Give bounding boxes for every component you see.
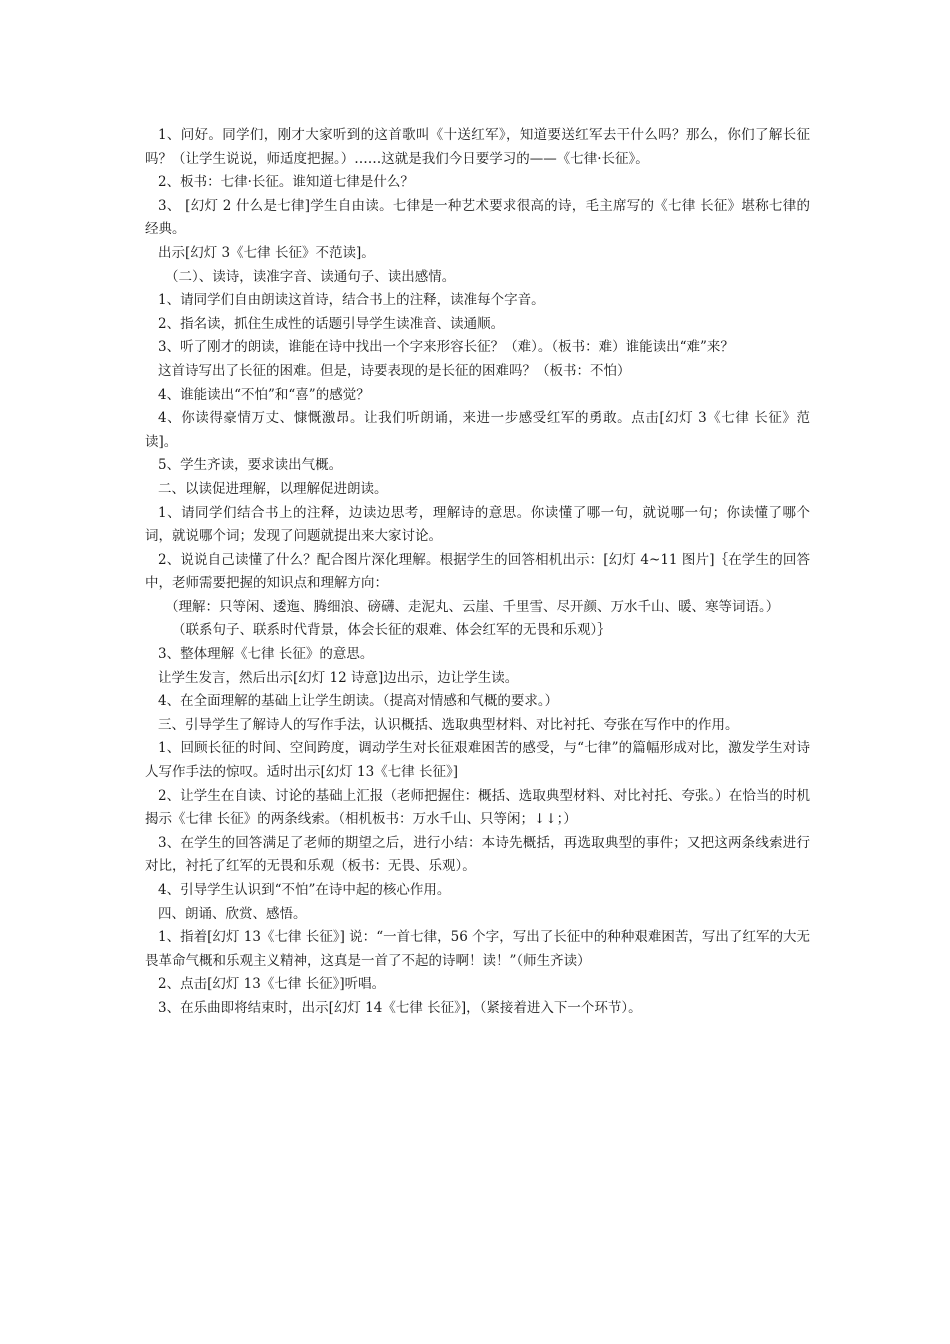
paragraph-2: 2、板书：七律·长征。谁知道七律是什么？	[158, 174, 414, 191]
paragraph-23: 2、让学生在自读、讨论的基础上汇报（老师把握住：概括、选取典型材料、对比衬托、夸张。）在恰当的时机揭示《七律 长征》的两条线索。（相机板书：万水千山、只等闲；↓↓；）	[145, 787, 810, 828]
paragraph-15: 2、说说自己读懂了什么？配合图片深化理解。根据学生的回答相机出示：[幻灯 4~11 图片]｛在学生的回答中，老师需要把握的知识点和理解方向：	[145, 551, 810, 592]
paragraph-22: 1、回顾长征的时间、空间跨度，调动学生对长征艰难困苦的感受，与“七律”的篇幅形成对比，激发学生对诗人写作手法的惊叹。适时出示[幻灯 13《七律 长征》]	[145, 740, 810, 781]
paragraph-11: 4、你读得豪情万丈、慷慨激昂。让我们听朗诵，来进一步感受红军的勇敢。点击[幻灯 3《七律 长征》范读]。	[145, 410, 810, 450]
paragraph-10: 4、谁能读出“不怕”和“喜”的感觉？	[158, 386, 370, 403]
paragraph-28: 2、点击[幻灯 13《七律 长征》]听唱。	[158, 976, 386, 993]
paragraph-16: （理解：只等闲、逶迤、腾细浪、磅礴、走泥丸、云崖、千里雪、尽开颜、万水千山、暖、寒等词语。）	[165, 598, 780, 615]
paragraph-17: （联系句子、联系时代背景，体会长征的艰难、体会红军的无畏和乐观）｝	[172, 622, 611, 639]
paragraph-14: 1、请同学们结合书上的注释，边读边思考，理解诗的意思。你读懂了哪一句，就说哪一句；你读懂了哪个词，就说哪个词；发现了问题就提出来大家讨论。	[145, 504, 810, 545]
paragraph-6: 1、请同学们自由朗读这首诗，结合书上的注释，读准每个字音。	[158, 292, 545, 309]
paragraph-5: （二）、读诗，读准字音、读通句子、读出感情。	[165, 268, 456, 285]
paragraph-18: 3、整体理解《七律 长征》的意思。	[158, 646, 374, 663]
paragraph-24: 3、在学生的回答满足了老师的期望之后，进行小结：本诗先概括，再选取典型的事件；又把这两条线索进行对比，衬托了红军的无畏和乐观（板书：无畏、乐观）。	[145, 834, 810, 875]
paragraph-27: 1、指着[幻灯 13《七律 长征》] 说：“一首七律，56 个字，写出了长征中的种种艰难困苦，写出了红军的大无畏革命气概和乐观主义精神，这真是一首了不起的诗啊！读！”（师生齐读）	[145, 929, 810, 969]
paragraph-29: 3、在乐曲即将结束时，出示[幻灯 14《七律 长征》]，（紧接着进入下一个环节）。	[158, 999, 642, 1016]
paragraph-13: 二、以读促进理解，以理解促进朗读。	[158, 480, 388, 497]
paragraph-9: 这首诗写出了长征的困难。但是，诗要表现的是长征的困难吗？（板书：不怕）	[158, 362, 631, 379]
paragraph-7: 2、指名读，抓住生成性的话题引导学生读准音、读通顺。	[158, 315, 505, 332]
paragraph-21: 三、引导学生了解诗人的写作手法，认识概括、选取典型材料、对比衬托、夸张在写作中的作用。	[158, 716, 739, 733]
paragraph-1: 1、问好。同学们，刚才大家听到的这首歌叫《十送红军》，知道要送红军去干什么吗？那么，你们了解长征吗？（让学生说说，师适度把握。）……这就是我们今日要学习的——《七律·长征》。	[145, 127, 810, 167]
document-body	[145, 124, 810, 1021]
paragraph-4: 出示[幻灯 3《七律 长征》不范读]。	[158, 244, 375, 261]
paragraph-3: 3、 [幻灯 2 什么是七律]学生自由读。七律是一种艺术要求很高的诗，毛主席写的《七律 长征》堪称七律的经典。	[145, 197, 810, 238]
paragraph-20: 4、在全面理解的基础上让学生朗读。（提高对情感和气概的要求。）	[158, 693, 559, 710]
paragraph-25: 4、引导学生认识到“不怕”在诗中起的核心作用。	[158, 882, 451, 898]
paragraph-19: 让学生发言，然后出示[幻灯 12 诗意]边出示，边让学生读。	[158, 669, 519, 686]
paragraph-8: 3、听了刚才的朗读，谁能在诗中找出一个字来形容长征？（难）。（板书：难）谁能读出“难”来？	[158, 339, 734, 356]
paragraph-26: 四、朗诵、欣赏、感悟。	[158, 905, 307, 922]
paragraph-12: 5、学生齐读，要求读出气概。	[158, 457, 343, 474]
